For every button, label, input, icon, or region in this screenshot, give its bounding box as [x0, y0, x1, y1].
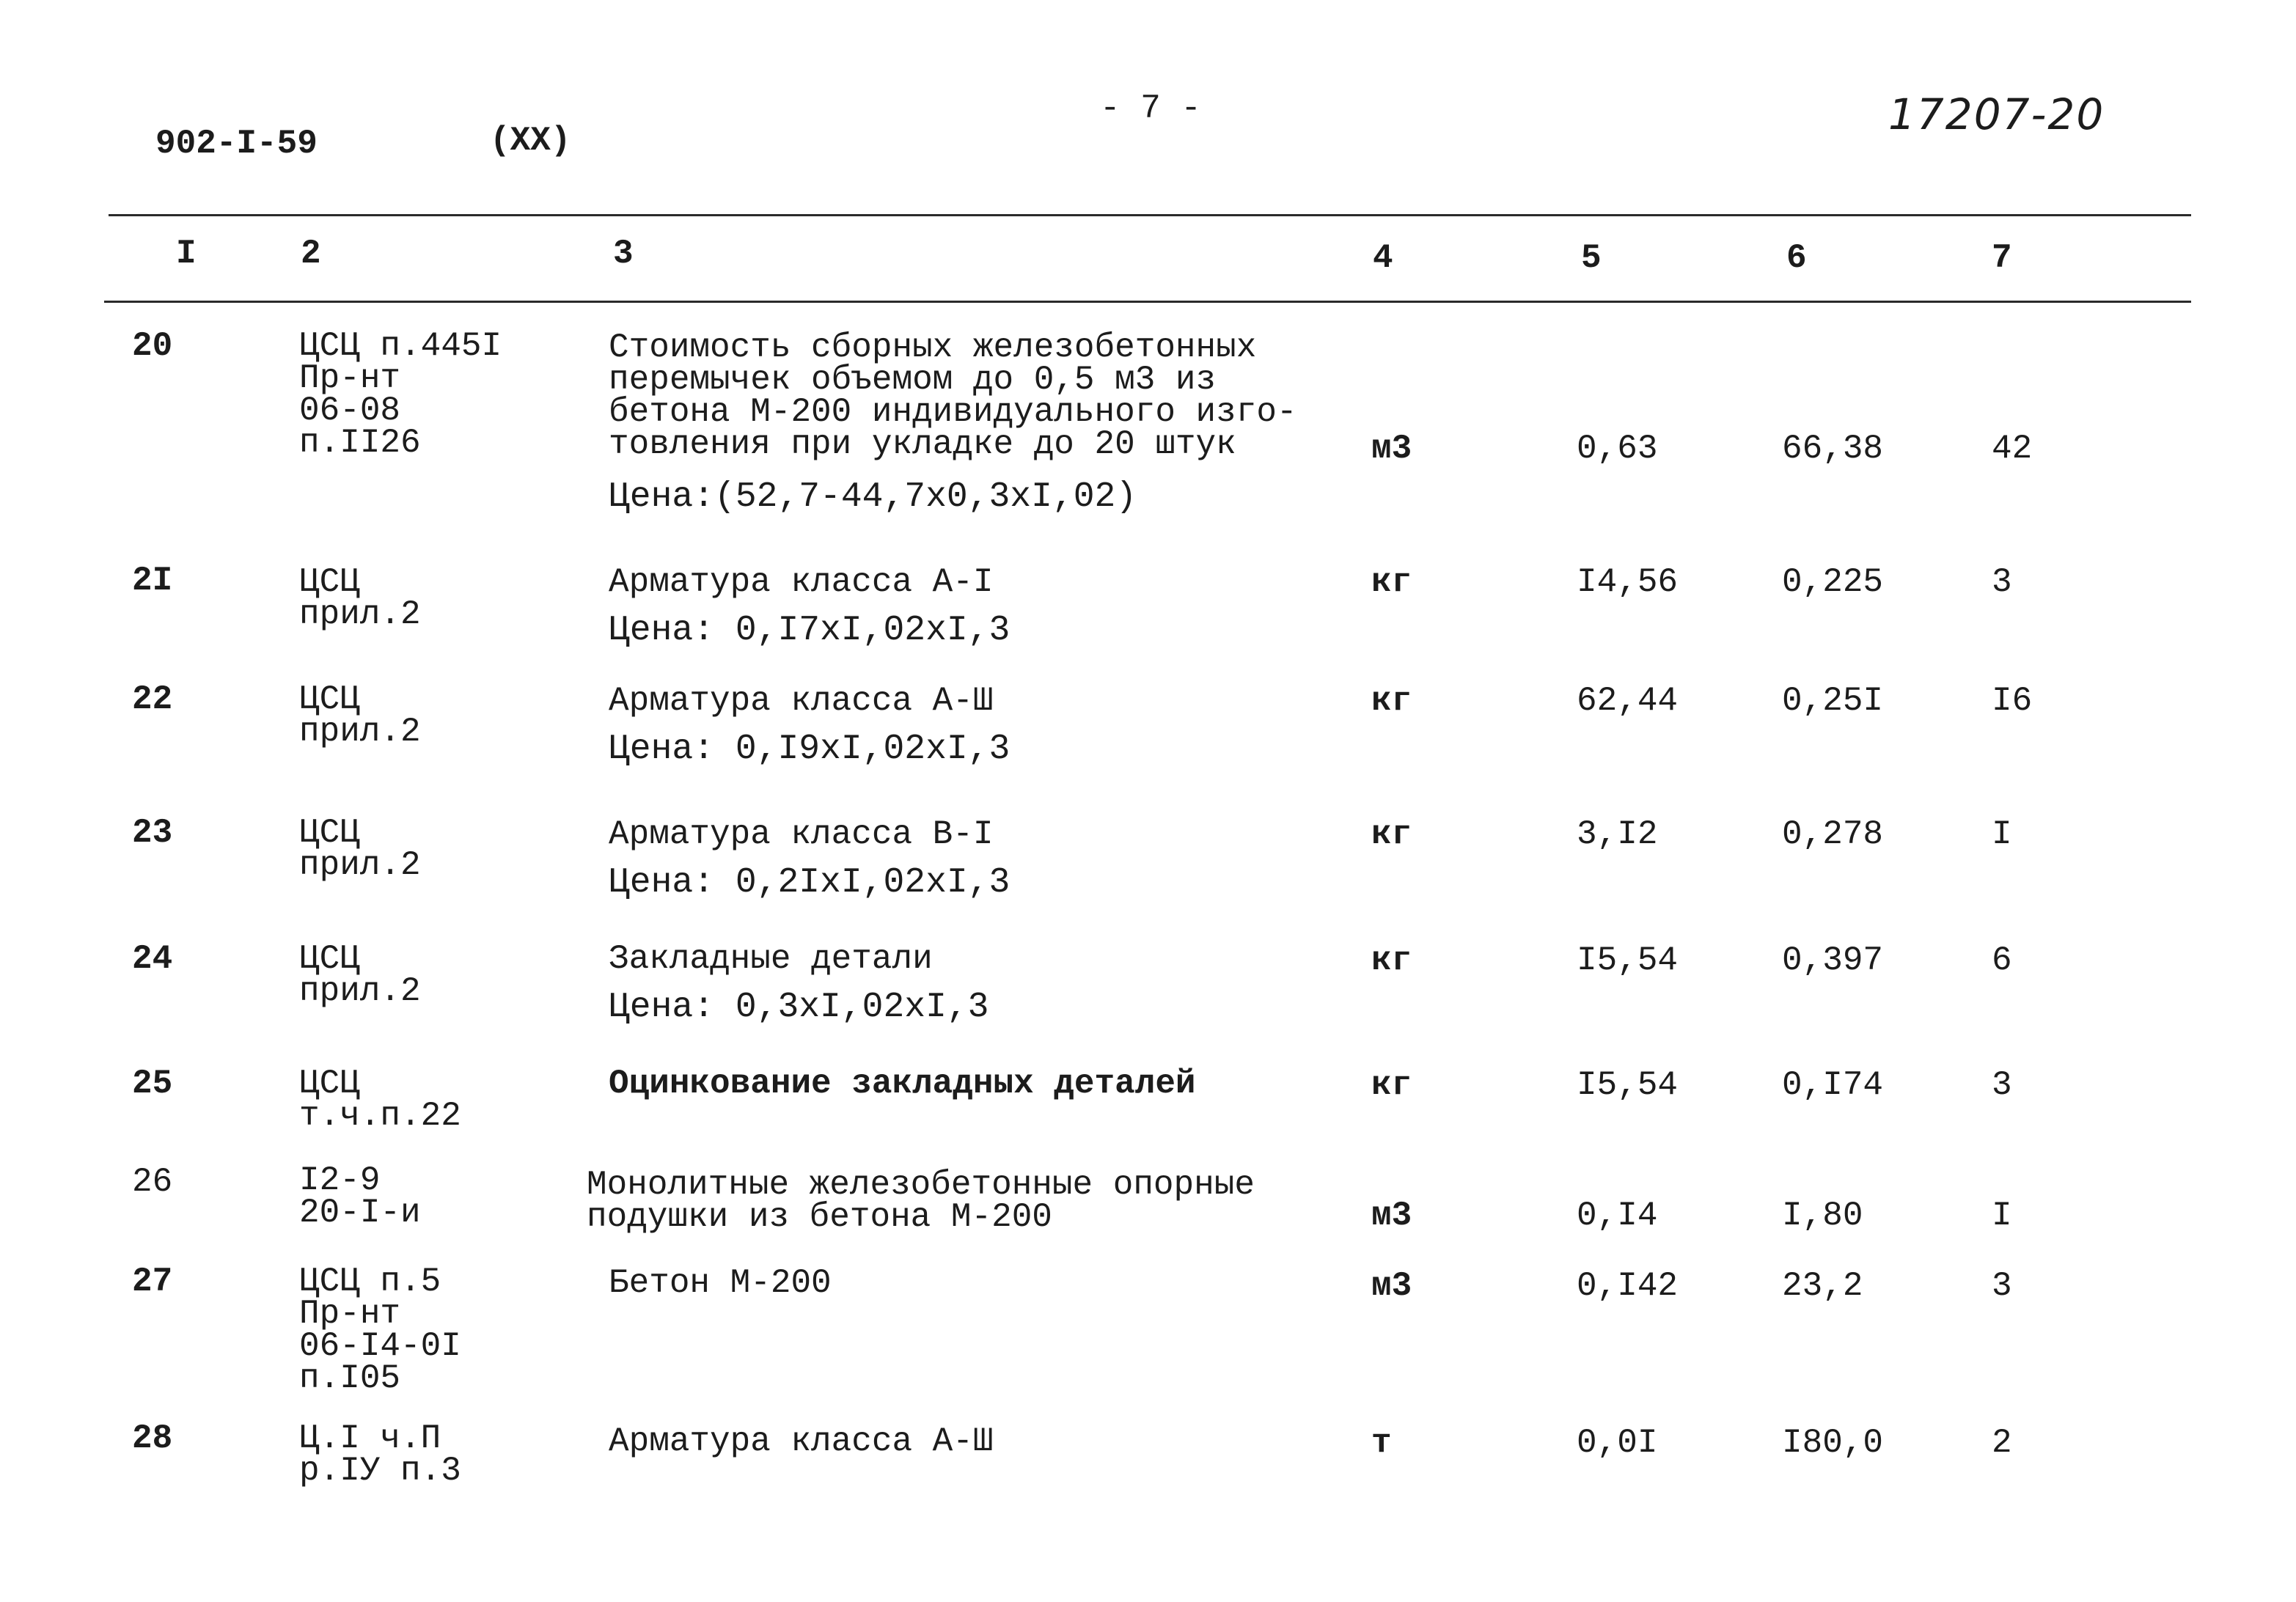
row-22-unit: кг: [1371, 682, 1412, 720]
row-23-quantity: 3,I2: [1577, 815, 1658, 853]
row-28-quantity: 0,0I: [1577, 1424, 1658, 1462]
row-26-unit: м3: [1371, 1197, 1412, 1235]
row-27-description: Бетон М-200: [609, 1264, 832, 1302]
column-heading-2: 2: [301, 235, 321, 273]
row-28-unit: т: [1371, 1424, 1392, 1462]
top-rule: [109, 214, 2191, 216]
row-23-number: 23: [132, 814, 173, 852]
row-21-total: 3: [1992, 563, 2012, 601]
row-26-number: 26: [132, 1163, 173, 1201]
document-code: 902-I-59: [155, 125, 318, 163]
page-number: - 7 -: [1100, 89, 1202, 128]
column-heading-5: 5: [1581, 239, 1602, 277]
row-28-source: Ц.I ч.П р.IУ п.3: [299, 1419, 461, 1490]
row-23-total: I: [1992, 815, 2012, 853]
row-20-unit: м3: [1371, 430, 1412, 468]
row-24-unit: кг: [1371, 941, 1412, 980]
row-20-source: ЦСЦ п.445I Пр-нт 06-08 п.II26: [299, 327, 502, 462]
row-22-description: Арматура класса А-Ш: [609, 682, 994, 720]
row-21-quantity: I4,56: [1577, 563, 1679, 601]
row-22-price-formula: Цена: 0,I9xI,02xI,3: [609, 730, 1011, 769]
row-20-number: 20: [132, 327, 173, 365]
row-24-total: 6: [1992, 941, 2012, 980]
column-heading-3: 3: [613, 235, 634, 273]
row-27-source: ЦСЦ п.5 Пр-нт 06-I4-0I п.I05: [299, 1263, 461, 1397]
row-20-quantity: 0,63: [1577, 430, 1658, 468]
row-21-description: Арматура класса А-I: [609, 563, 994, 601]
row-27-quantity: 0,I42: [1577, 1267, 1679, 1305]
row-20-unit-cost: 66,38: [1782, 430, 1884, 468]
row-25-description: Оцинкование закладных деталей: [609, 1065, 1196, 1103]
column-heading-1: I: [176, 235, 197, 273]
row-21-source: ЦСЦ прил.2: [299, 563, 421, 633]
archive-stamp-number: 17207-20: [1888, 89, 2105, 139]
row-26-description: Монолитные железобетонные опорные подушки из бетона М-200: [587, 1166, 1255, 1236]
row-25-unit-cost: 0,I74: [1782, 1066, 1884, 1104]
row-21-unit-cost: 0,225: [1782, 563, 1884, 601]
row-24-quantity: I5,54: [1577, 941, 1679, 980]
row-27-unit: м3: [1371, 1267, 1412, 1305]
header-rule: [104, 301, 2191, 303]
row-24-price-formula: Цена: 0,3xI,02xI,3: [609, 988, 989, 1027]
column-heading-6: 6: [1786, 239, 1807, 277]
column-heading-7: 7: [1992, 239, 2012, 277]
row-26-source: I2-9 20-I-и: [299, 1161, 421, 1232]
row-23-unit-cost: 0,278: [1782, 815, 1884, 853]
row-22-unit-cost: 0,25I: [1782, 682, 1884, 720]
row-24-description: Закладные детали: [609, 940, 933, 978]
row-26-total: I: [1992, 1197, 2012, 1235]
row-27-total: 3: [1992, 1267, 2012, 1305]
row-25-number: 25: [132, 1065, 173, 1103]
row-20-description: Стоимость сборных железобетонных перемычек объемом до 0,5 м3 из бетона М-200 индивидуального изго- товления при укладке до 20 штук: [609, 328, 1297, 463]
row-20-total: 42: [1992, 430, 2033, 468]
row-27-unit-cost: 23,2: [1782, 1267, 1863, 1305]
row-28-unit-cost: I80,0: [1782, 1424, 1884, 1462]
row-25-unit: кг: [1371, 1066, 1412, 1104]
row-25-source: ЦСЦ т.ч.п.22: [299, 1065, 461, 1135]
row-25-total: 3: [1992, 1066, 2012, 1104]
row-26-quantity: 0,I4: [1577, 1197, 1658, 1235]
row-22-quantity: 62,44: [1577, 682, 1679, 720]
row-20-price-formula: Цена:(52,7-44,7x0,3xI,02): [609, 477, 1137, 517]
row-26-unit-cost: I,80: [1782, 1197, 1863, 1235]
row-24-number: 24: [132, 940, 173, 978]
row-21-number: 2I: [132, 562, 173, 600]
row-23-unit: кг: [1371, 815, 1412, 853]
row-28-total: 2: [1992, 1424, 2012, 1462]
row-23-price-formula: Цена: 0,2IxI,02xI,3: [609, 863, 1011, 903]
row-28-number: 28: [132, 1419, 173, 1458]
series-label: (XX): [490, 122, 571, 160]
row-21-unit: кг: [1371, 563, 1412, 601]
row-22-source: ЦСЦ прил.2: [299, 680, 421, 751]
row-23-description: Арматура класса В-I: [609, 815, 994, 853]
row-23-source: ЦСЦ прил.2: [299, 814, 421, 884]
row-22-number: 22: [132, 680, 173, 719]
row-24-source: ЦСЦ прил.2: [299, 940, 421, 1010]
row-21-price-formula: Цена: 0,I7xI,02xI,3: [609, 611, 1011, 650]
row-22-total: I6: [1992, 682, 2033, 720]
row-28-description: Арматура класса А-Ш: [609, 1422, 994, 1460]
column-heading-4: 4: [1373, 239, 1393, 277]
row-27-number: 27: [132, 1263, 173, 1301]
row-24-unit-cost: 0,397: [1782, 941, 1884, 980]
row-25-quantity: I5,54: [1577, 1066, 1679, 1104]
